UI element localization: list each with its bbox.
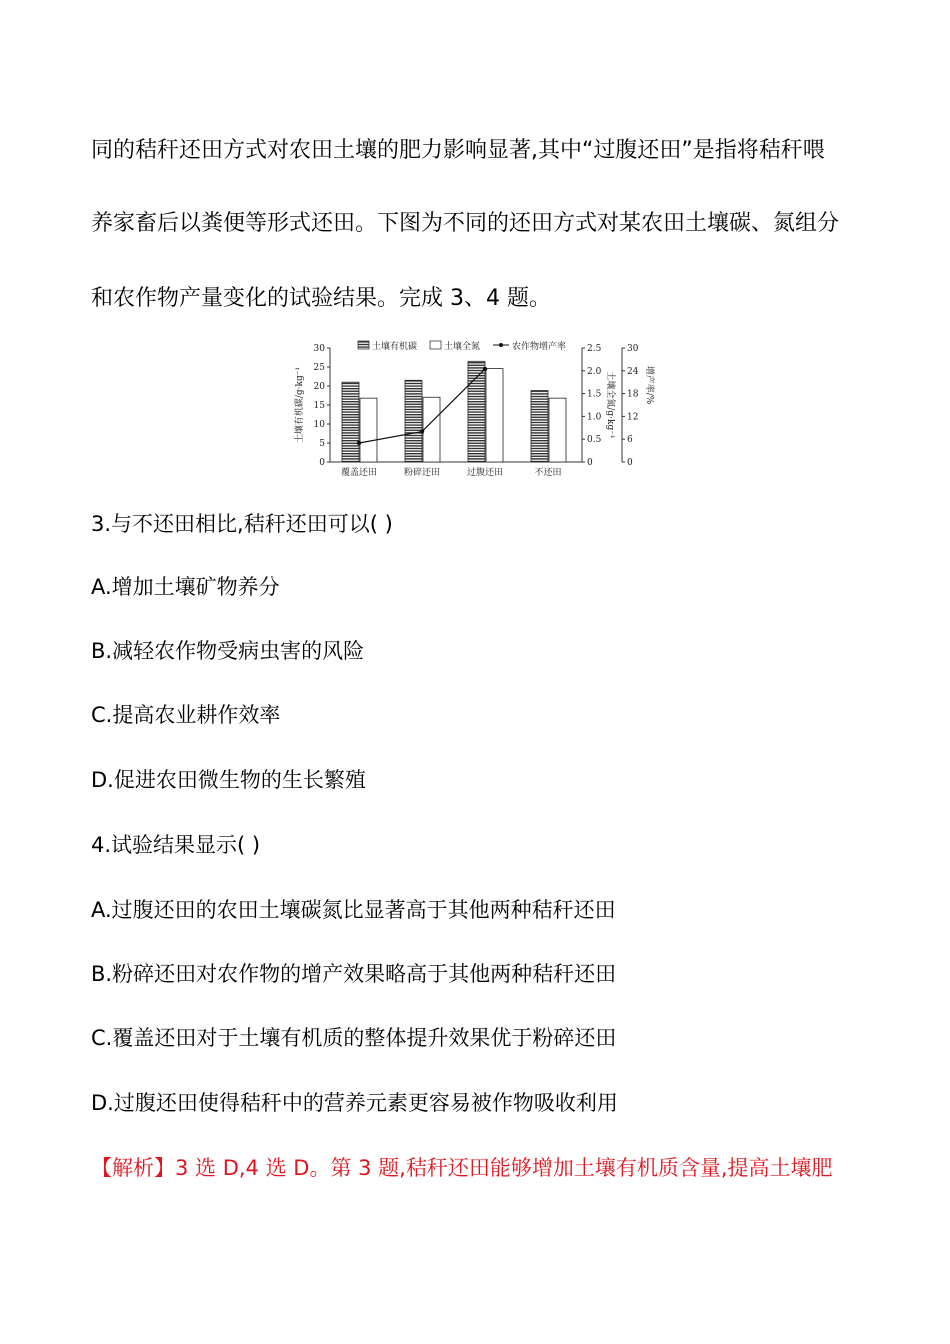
right1-tick-label: 2.5	[587, 344, 602, 354]
intro-line-1: 同的秸秆还田方式对农田土壤的肥力影响显著,其中“过腹还田”是指将秸秆喂	[91, 138, 825, 163]
left-tick-label: 0	[319, 458, 325, 468]
left-tick-label: 30	[313, 344, 325, 354]
legend-label-yield: 农作物增产率	[512, 342, 567, 352]
yield-rate-point	[420, 429, 424, 433]
left-tick-label: 20	[313, 382, 325, 392]
right1-tick-label: 1.0	[587, 412, 602, 423]
legend-swatch-carbon	[358, 341, 369, 349]
right1-tick-label: 1.5	[587, 389, 602, 400]
legend-label-carbon: 土壤有机碳	[372, 342, 418, 352]
q4-option-a: A.过腹还田的农田土壤碳氮比显著高于其他两种秸秆还田	[91, 898, 616, 922]
legend-label-nitrogen: 土壤全氮	[444, 342, 481, 352]
left-tick-label: 25	[313, 363, 325, 373]
chart-bars	[342, 361, 566, 462]
q3-option-c: C.提高农业耕作效率	[91, 703, 281, 727]
right1-axis-title: 土壤全氮/g·kg⁻¹	[605, 371, 615, 439]
yield-rate-point	[483, 367, 487, 371]
bar-organic-carbon	[531, 391, 548, 462]
q4-stem: 4.试验结果显示( )	[91, 833, 261, 857]
bar-total-nitrogen	[549, 398, 566, 462]
analysis-text: 【解析】3 选 D,4 选 D。第 3 题,秸秆还田能够增加土壤有机质含量,提高土壤肥	[91, 1156, 833, 1180]
q4-option-d: D.过腹还田使得秸秆中的营养元素更容易被作物吸收利用	[91, 1091, 618, 1115]
x-tick-label: 覆盖还田	[340, 468, 378, 478]
q3-option-d: D.促进农田微生物的生长繁殖	[91, 768, 366, 792]
chart	[290, 336, 660, 478]
left-tick-label: 5	[319, 439, 325, 449]
right2-tick-label: 12	[627, 412, 639, 423]
legend-swatch-yield-point	[499, 343, 503, 347]
right2-tick-label: 30	[627, 344, 639, 354]
right2-tick-label: 6	[627, 435, 633, 446]
bar-total-nitrogen	[360, 398, 377, 462]
q4-option-b: B.粉碎还田对农作物的增产效果略高于其他两种秸秆还田	[91, 962, 617, 986]
right2-tick-label: 0	[627, 458, 633, 468]
right1-tick-label: 2.0	[587, 366, 602, 377]
bar-total-nitrogen	[486, 369, 503, 462]
bar-total-nitrogen	[423, 397, 440, 462]
right1-tick-label: 0	[587, 458, 593, 468]
left-tick-label: 10	[313, 420, 325, 430]
x-tick-label: 粉碎还田	[403, 468, 441, 478]
intro-line-3: 和农作物产量变化的试验结果。完成 3、4 题。	[91, 286, 551, 311]
yield-rate-point	[357, 441, 361, 445]
bar-organic-carbon	[405, 380, 422, 462]
left-tick-label: 15	[313, 401, 325, 411]
left-axis-title: 土壤有机碳/g·kg⁻¹	[295, 366, 305, 444]
q4-option-c: C.覆盖还田对于土壤有机质的整体提升效果优于粉碎还田	[91, 1026, 617, 1050]
bar-organic-carbon	[342, 382, 359, 462]
legend-swatch-nitrogen	[430, 341, 441, 349]
x-tick-label: 不还田	[534, 468, 562, 478]
right1-tick-label: 0.5	[587, 435, 602, 446]
q3-option-b: B.减轻农作物受病虫害的风险	[91, 639, 365, 663]
chart-legend	[358, 340, 566, 352]
right2-tick-label: 24	[627, 366, 639, 377]
q3-option-a: A.增加土壤矿物养分	[91, 575, 280, 599]
right2-axis-title: 增产率/%	[644, 365, 654, 405]
x-tick-label: 过腹还田	[466, 468, 504, 478]
intro-line-2: 养家畜后以粪便等形式还田。下图为不同的还田方式对某农田土壤碳、氮组分	[91, 211, 840, 236]
bar-organic-carbon	[468, 361, 485, 462]
right2-tick-label: 18	[627, 389, 639, 400]
q3-stem: 3.与不还田相比,秸秆还田可以( )	[91, 512, 393, 536]
